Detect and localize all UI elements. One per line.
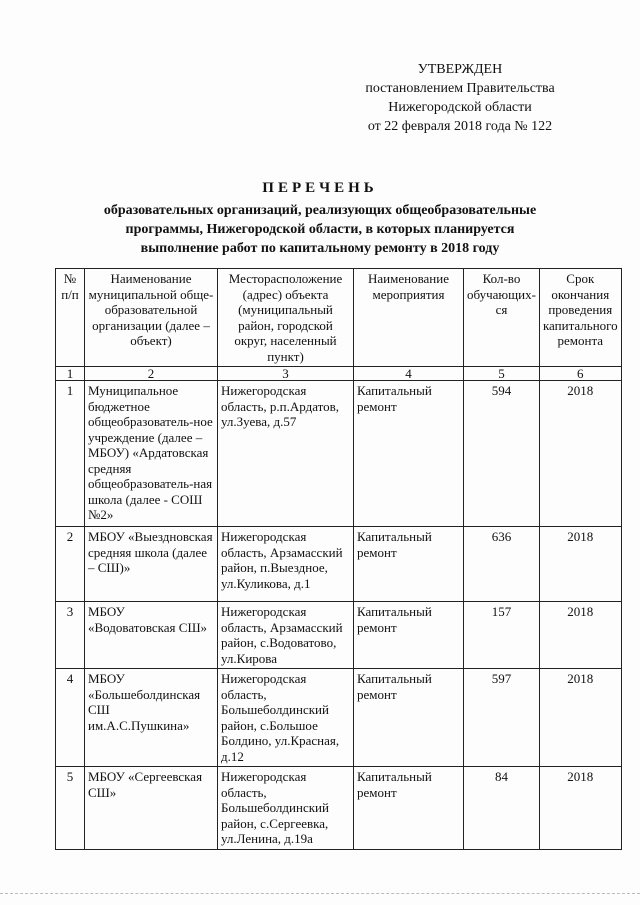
row-year: 2018 xyxy=(539,602,621,669)
row-name: МБОУ «Большеболдинская СШ им.А.С.Пушкина» xyxy=(85,669,218,767)
header-year: Срок окончания проведения капитального ремонта xyxy=(539,269,621,367)
row-num: 4 xyxy=(56,669,85,767)
row-event: Капитальный ремонт xyxy=(354,602,464,669)
row-event: Капитальный ремонт xyxy=(354,767,464,850)
column-number: 2 xyxy=(85,367,218,381)
header-students: Кол-во обучающих-ся xyxy=(464,269,540,367)
row-year: 2018 xyxy=(539,669,621,767)
row-address: Нижегородская область, р.п.Ардатов, ул.Зуева, д.57 xyxy=(218,381,354,527)
row-num: 3 xyxy=(56,602,85,669)
column-number: 4 xyxy=(354,367,464,381)
approval-block xyxy=(340,60,580,136)
title-line-1: образовательных организаций, реализующих общеобразовательные xyxy=(103,203,537,218)
row-num: 1 xyxy=(56,381,85,527)
row-students: 597 xyxy=(464,669,540,767)
column-number: 3 xyxy=(218,367,354,381)
column-number: 5 xyxy=(464,367,540,381)
row-year: 2018 xyxy=(539,527,621,602)
table-row xyxy=(56,527,622,602)
title-heading: ПЕРЕЧЕНЬ xyxy=(262,180,378,196)
row-students: 636 xyxy=(464,527,540,602)
header-num: № п/п xyxy=(56,269,85,367)
approval-line-1: УТВЕРЖДЕН xyxy=(417,62,503,77)
row-students: 594 xyxy=(464,381,540,527)
row-event: Капитальный ремонт xyxy=(354,669,464,767)
row-address: Нижегородская область, Арзамасский район, с.Водоватово, ул.Кирова xyxy=(218,602,354,669)
row-students: 84 xyxy=(464,767,540,850)
row-name: МБОУ «Сергеевская СШ» xyxy=(85,767,218,850)
approval-line-3: Нижегородской области xyxy=(388,100,532,115)
scan-edge-marks xyxy=(0,893,640,898)
header-name: Наименование муниципальной обще-образовательной организации (далее – объект) xyxy=(85,269,218,367)
title-line-3: выполнение работ по капитальному ремонту в 2018 году xyxy=(140,241,500,256)
row-name: МБОУ «Выездновская средняя школа (далее – СШ)» xyxy=(85,527,218,602)
row-name: Муниципальное бюджетное общеобразователь-ное учреждение (далее – МБОУ) «Ардатовская средняя общеобразователь-ная школа (далее - СОШ №2» xyxy=(85,381,218,527)
title-line-2: программы, Нижегородской области, в которых планируется xyxy=(125,222,515,237)
row-num: 5 xyxy=(56,767,85,850)
row-num: 2 xyxy=(56,527,85,602)
column-number-row xyxy=(56,367,622,381)
row-address: Нижегородская область, Большеболдинский район, с.Сергеевка, ул.Ленина, д.19а xyxy=(218,767,354,850)
column-number: 6 xyxy=(539,367,621,381)
table-header-row xyxy=(56,269,622,367)
document-title xyxy=(60,180,580,258)
table-row xyxy=(56,381,622,527)
row-year: 2018 xyxy=(539,381,621,527)
header-event: Наименование мероприятия xyxy=(354,269,464,367)
row-year: 2018 xyxy=(539,767,621,850)
column-number: 1 xyxy=(56,367,85,381)
header-address: Месторасположение (адрес) объекта (муниципальный район, городской округ, населенный пункт) xyxy=(218,269,354,367)
table-row xyxy=(56,767,622,850)
approval-line-4: от 22 февраля 2018 года № 122 xyxy=(367,119,553,134)
row-address: Нижегородская область, Арзамасский район, п.Выездное, ул.Куликова, д.1 xyxy=(218,527,354,602)
table-row xyxy=(56,669,622,767)
row-students: 157 xyxy=(464,602,540,669)
row-address: Нижегородская область, Большеболдинский район, с.Большое Болдино, ул.Красная, д.12 xyxy=(218,669,354,767)
row-event: Капитальный ремонт xyxy=(354,527,464,602)
row-event: Капитальный ремонт xyxy=(354,381,464,527)
table-row xyxy=(56,602,622,669)
schools-table xyxy=(55,268,622,850)
row-name: МБОУ «Водоватовская СШ» xyxy=(85,602,218,669)
approval-line-2: постановлением Правительства xyxy=(365,81,555,96)
